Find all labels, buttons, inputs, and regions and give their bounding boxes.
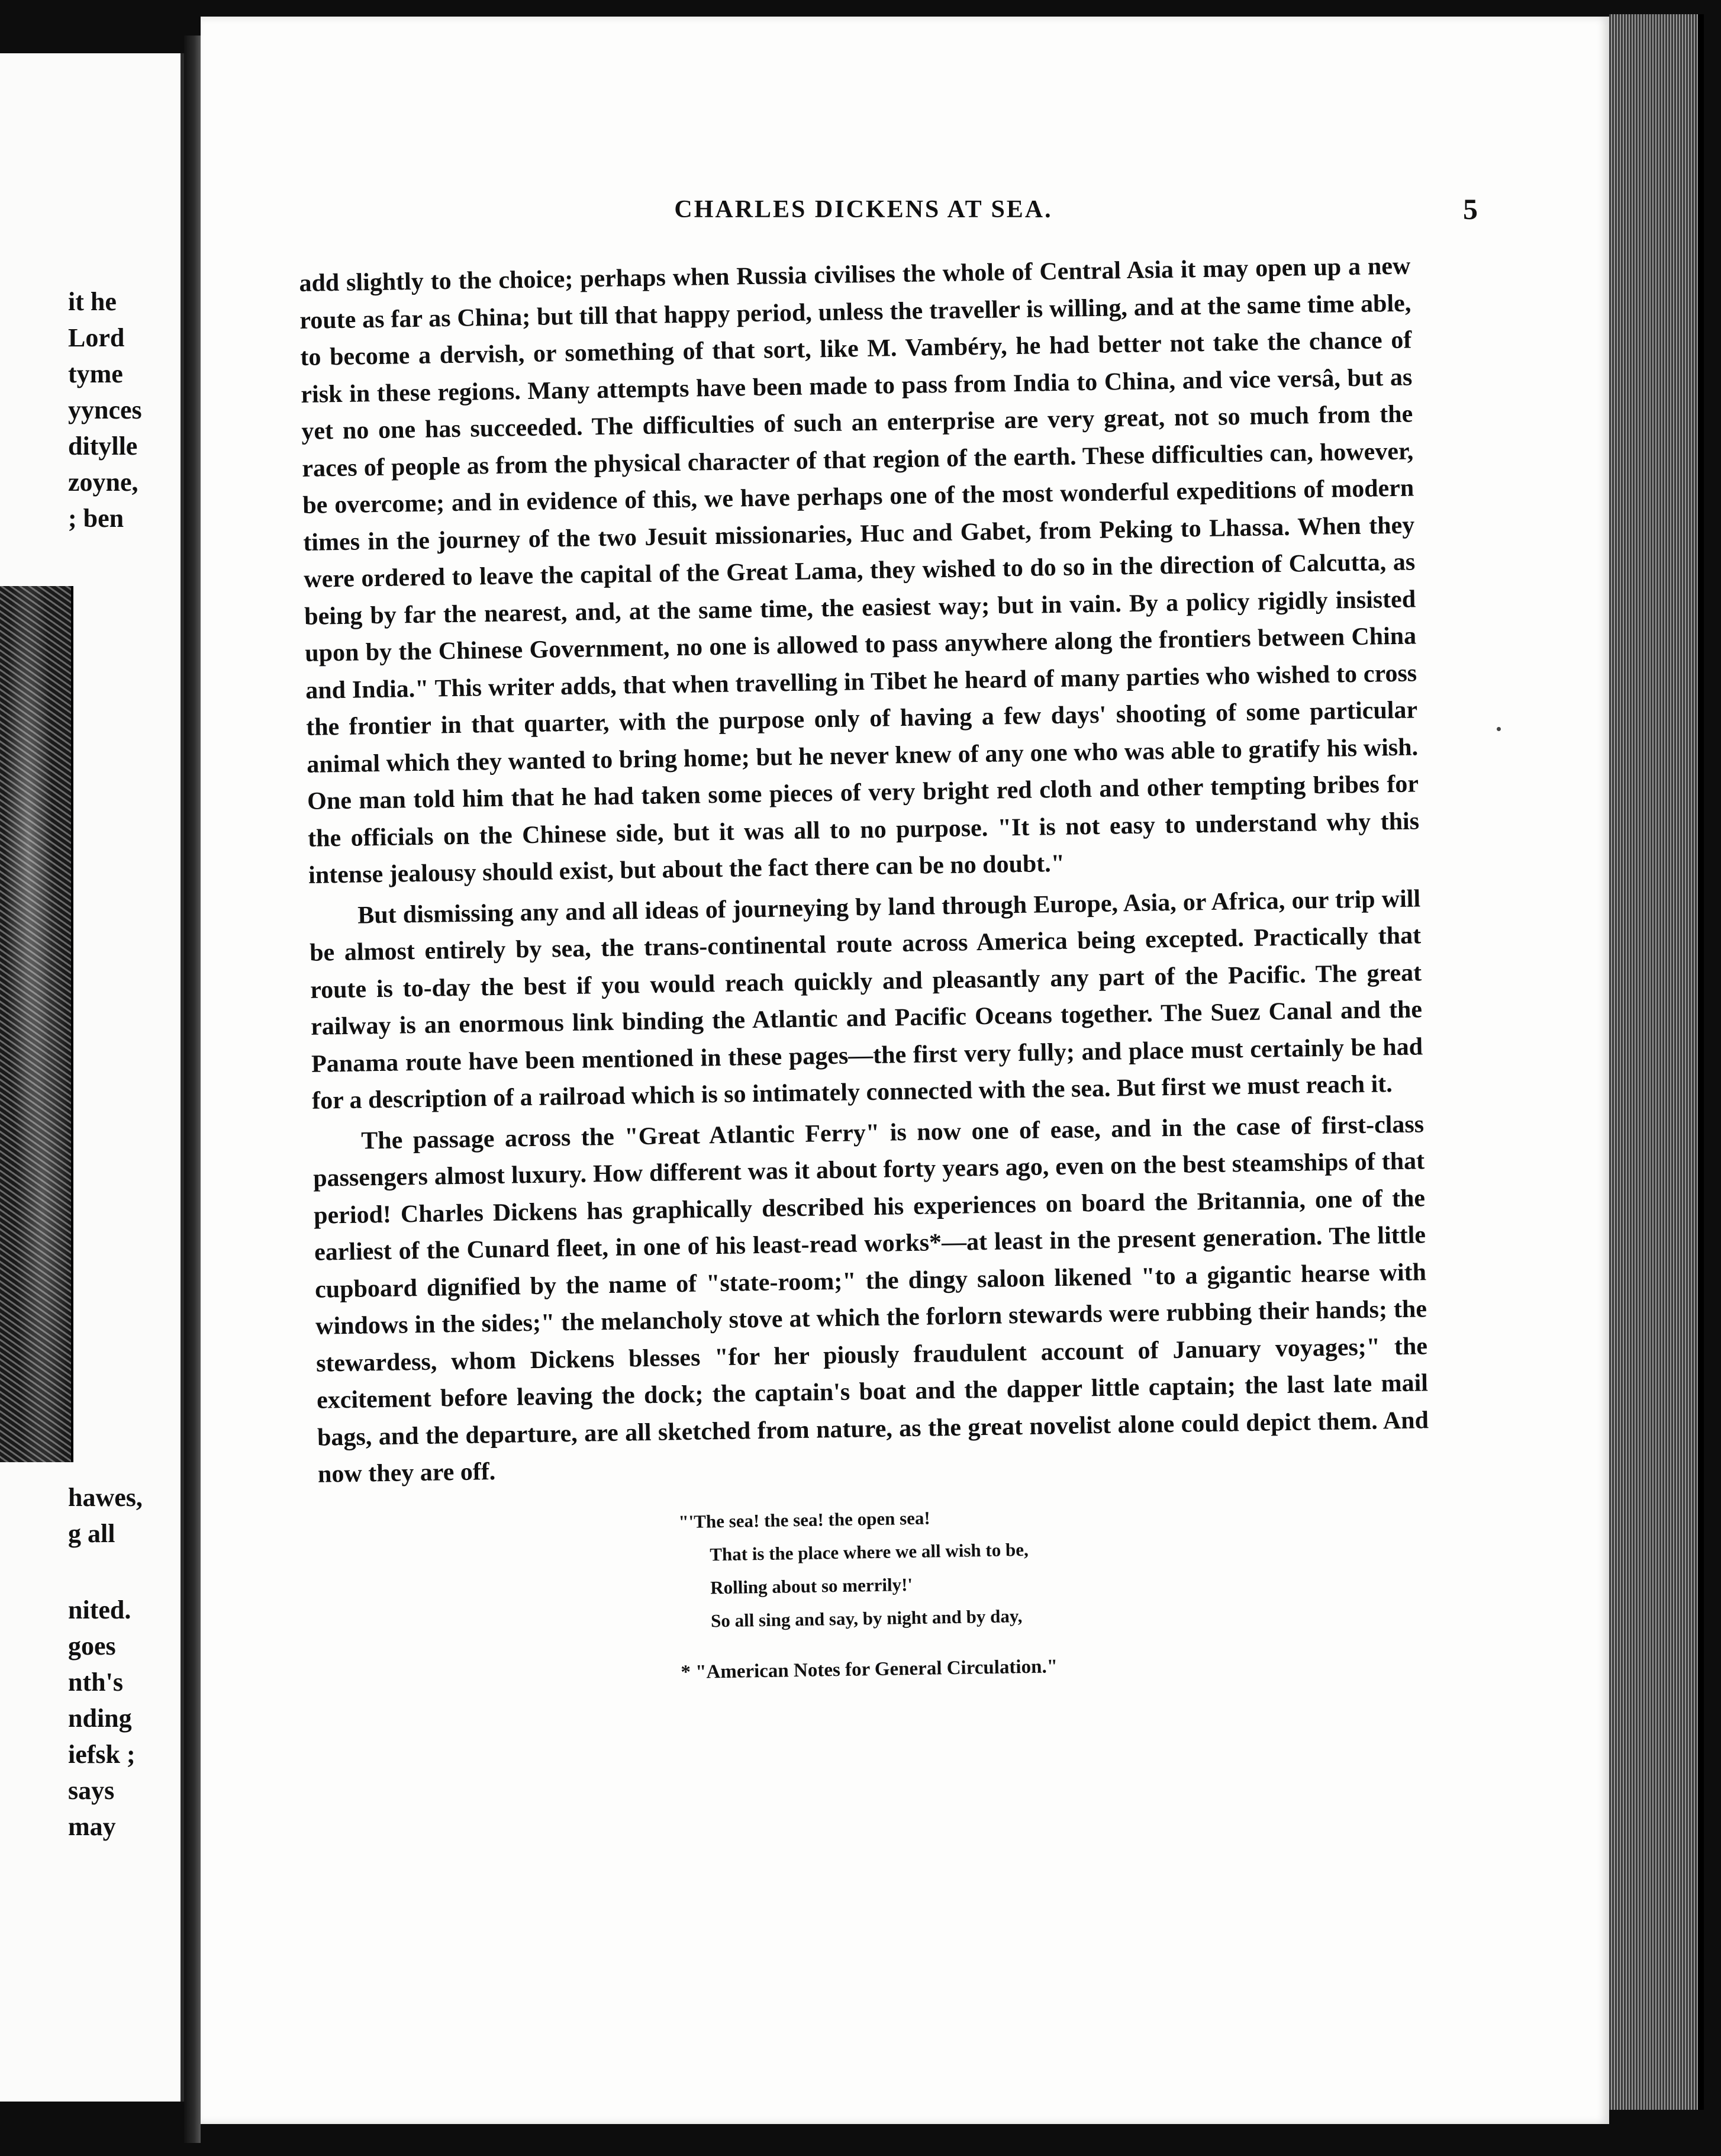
book-gutter — [184, 36, 201, 2143]
paper-speck — [1497, 727, 1501, 731]
left-page-line: yynces — [68, 395, 142, 424]
left-page-line: says — [68, 1776, 115, 1805]
footnote: * "American Notes for General Circulation." — [681, 1655, 1058, 1683]
body-text — [299, 248, 1433, 1692]
left-page-line: it he — [68, 287, 117, 316]
paragraph: add slightly to the choice; perhaps when Russia civilises the whole of Central Asia it may open up a new route as far as China; but till that happy period, unless the traveller is willing, and at the same time able, to become a dervish, or something of that sort, like M. Vambéry, he had better not take the chance of risk in these regions. Many attempts have been made to pass from India to China, and vice versâ, but as yet no one has succeeded. The difficulties of such an enterprise are very great, not so much from the races of people as from the physical character of that region of the earth. These difficulties can, however, be overcome; and in evidence of this, we have perhaps one of the most wonderful expeditions of modern times in the journey of the two Jesuit missionaries, Huc and Gabet, from Peking to Lhassa. When they were ordered to leave the capital of the Great Lama, they wished to do so in the direction of Calcutta, as being by far the nearest, and, at the same time, the easiest way; but in vain. By a policy rigidly insisted upon by the Chinese Government, no one is allowed to pass anywhere along the frontiers between China and India." This writer adds, that when travelling in Tibet he heard of many parties who wished to cross the frontier in that quarter, with the purpose only of having a few days' shooting of some particular animal which they wanted to bring home; but he never knew of any one who was able to gratify his wish. One man told him that he had taken some pieces of very bright red cloth and other tempting bribes for the officials on the Chinese side, but it was all to no purpose. "It is not easy to understand why this intense jealousy should exist, but about the fact there can be no doubt." — [299, 252, 1420, 889]
page-stack-edge — [1609, 14, 1704, 2110]
left-page-line: nth's — [68, 1668, 123, 1697]
running-head: CHARLES DICKENS AT SEA. — [674, 196, 1053, 223]
verse-line: Rolling about so merrily!' — [710, 1573, 913, 1598]
left-page-line: tyme — [68, 359, 123, 388]
left-page-line: ; ben — [68, 504, 124, 533]
left-page-line: g all — [68, 1519, 115, 1548]
left-page-line: nding — [68, 1704, 132, 1733]
verse-line: That is the place where we all wish to be, — [710, 1539, 1029, 1565]
previous-page-fragment — [0, 53, 184, 2102]
left-page-line: ditylle — [68, 432, 138, 461]
paragraph: But dismissing any and all ideas of journeying by land through Europe, Asia, or Africa, our trip will be almost entirely by sea, the trans-continental route across America being excepted. Practically that route is to-day the best if you would reach quickly and pleasantly any part of the Pacific. The great railway is an enormous link binding the Atlantic and Pacific Oceans together. The Suez Canal and the Panama route have been mentioned in these pages—the first very fully; and place must certainly be had for a description of a railroad which is so intimately connected with the sea. But first we must reach it. — [309, 884, 1423, 1115]
left-page-line: goes — [68, 1632, 116, 1661]
left-page-line: iefsk ; — [68, 1740, 136, 1769]
page-number: 5 — [1463, 192, 1478, 226]
left-page-line: zoyne, — [68, 468, 138, 497]
verse-line: "'The sea! the sea! the open sea! — [678, 1507, 930, 1532]
left-page-engraving — [0, 586, 73, 1462]
left-page-line: may — [68, 1812, 116, 1841]
verse-line: So all sing and say, by night and by day, — [710, 1605, 1023, 1631]
left-page-line: hawes, — [68, 1483, 143, 1512]
left-page-line: Lord — [68, 323, 125, 352]
book-page — [201, 17, 1609, 2124]
left-page-line: nited. — [68, 1595, 131, 1624]
verse-quotation — [678, 1494, 1432, 1638]
paragraph: The passage across the "Great Atlantic Ferry" is now one of ease, and in the case of first-class passengers almost luxury. How different was it about forty years ago, even on the best steamships of that period! Charles Dickens has graphically described his experiences on board the Britannia, one of the earliest of the Cunard fleet, in one of his least-read works*—at least in the present generation. The little cupboard dignified by the name of "state-room;" the dingy saloon likened "to a gigantic hearse with windows in the sides;" the melancholy stove at which the forlorn stewards were rubbing their hands; the stewardess, whom Dickens blesses "for her piously fraudulent account of January voyages;" the excitement before leaving the dock; the captain's boat and the dapper little captain; the last late mail bags, and the departure, are all sketched from nature, as the great novelist alone could depict them. And now they are off. — [312, 1110, 1429, 1488]
